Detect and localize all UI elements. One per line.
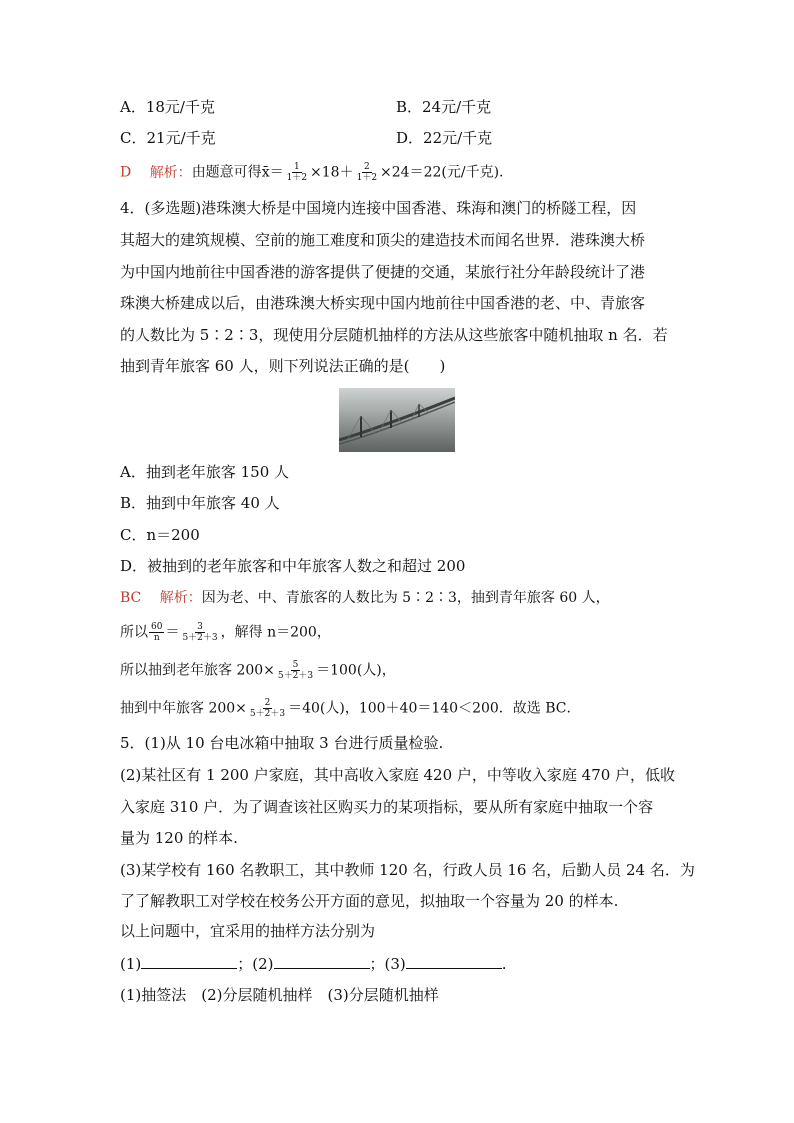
q5-text-line: 了了解教职工对学校在校务公开方面的意见，拟抽取一个容量为 20 的样本. — [120, 892, 619, 910]
answer-blank-3[interactable] — [406, 954, 502, 969]
q4-answer: BC — [120, 590, 142, 606]
solution-text: 由题意可得 — [191, 164, 262, 181]
fraction: $\frac{2}{1+2}$ — [356, 162, 378, 183]
solution-text: 所以抽到老年旅客 200× — [120, 662, 275, 679]
q4-text-line: 其超大的建筑规模、空前的施工难度和顶尖的建造技术而闻名世界．港珠澳大桥 — [120, 231, 646, 249]
option-d: D．22元/千克 — [396, 129, 493, 147]
blank-label: ；(3) — [369, 955, 406, 973]
option-b: B．抽到中年旅客 40 人 — [120, 494, 280, 512]
solution-text: ，解得 n＝200， — [220, 624, 331, 641]
q5-blanks — [120, 954, 507, 974]
q4-text-line: 的人数比为 5∶2∶3，现使用分层随机抽样的方法从这些旅客中随机抽取 n 名．若 — [120, 326, 668, 344]
q5-text-line: (3)某学校有 160 名教职工，其中教师 120 名，行政人员 16 名，后勤人员 24 名．为 — [120, 861, 695, 879]
fraction: $\frac{3}{5+2+3}$ — [182, 622, 218, 643]
option-a: A．18元/千克 — [120, 98, 215, 116]
q4-text-line: 珠澳大桥建成以后，由港珠澳大桥实现中国内地前往中国香港的老、中、青旅客 — [120, 294, 646, 312]
q5-answer: (1)抽签法 (2)分层随机抽样 (3)分层随机抽样 — [120, 986, 439, 1004]
q4-solution-line — [120, 698, 581, 719]
option-c: C．n＝200 — [120, 526, 200, 544]
q4-solution-line — [120, 588, 610, 608]
answer-blank-1[interactable] — [141, 954, 237, 969]
fraction: $\frac{5}{5+2+3}$ — [277, 660, 314, 681]
q3-solution — [120, 162, 504, 183]
q4-text-line: 4．(多选题)港珠澳大桥是中国境内连接中国香港、珠海和澳门的桥隧工程，因 — [120, 199, 637, 217]
equals: ＝ — [165, 624, 180, 641]
x-bar: x̄ — [261, 164, 270, 181]
q4-text-line: 抽到青年旅客 60 人，则下列说法正确的是( ) — [120, 357, 446, 375]
q5-text-line: (2)某社区有 1 200 户家庭，其中高收入家庭 420 户，中等收入家庭 470 户，低收 — [120, 766, 676, 784]
solution-text: 所以 — [120, 624, 148, 641]
solution-text: ＝40(人)，100＋40＝140＜200．故选 BC． — [288, 700, 581, 717]
q5-text-line: 入家庭 310 户．为了调查该社区购买力的某项指标，要从所有家庭中抽取一个容 — [120, 798, 654, 816]
fraction: $\frac{60}{n}$ — [151, 622, 163, 643]
solution-label: 解析： — [149, 164, 192, 181]
solution-label: 解析： — [159, 590, 202, 606]
bridge-photo — [339, 388, 455, 452]
q5-text-line: 5．(1)从 10 台电冰箱中抽取 3 台进行质量检验. — [120, 734, 444, 752]
answer-blank-2[interactable] — [274, 954, 370, 969]
solution-text: 抽到中年旅客 200× — [120, 700, 247, 717]
solution-text: ×18＋ — [310, 164, 354, 181]
option-d: D．被抽到的老年旅客和中年旅客人数之和超过 200 — [120, 557, 466, 575]
solution-text: 因为老、中、青旅客的人数比为 5∶2∶3，抽到青年旅客 60 人， — [201, 590, 610, 606]
fraction: $\frac{1}{1+2}$ — [286, 162, 308, 183]
q4-text-line: 为中国内地前往中国香港的游客提供了便捷的交通，某旅行社分年龄段统计了港 — [120, 263, 646, 281]
option-a: A．抽到老年旅客 150 人 — [120, 463, 289, 481]
blank-label: ；(2) — [237, 955, 274, 973]
q5-text-line: 以上问题中，宜采用的抽样方法分别为 — [120, 922, 376, 940]
q4-solution-line — [120, 660, 396, 681]
blank-label: (1) — [120, 955, 142, 973]
q4-solution-line — [120, 622, 331, 643]
period: . — [501, 955, 507, 973]
equals: ＝ — [269, 164, 284, 181]
fraction: $\frac{2}{5+2+3}$ — [249, 698, 286, 719]
q3-answer: D — [120, 164, 132, 181]
option-b: B．24元/千克 — [396, 98, 492, 116]
q5-text-line: 量为 120 的样本. — [120, 829, 238, 847]
solution-text: ＝100(人)， — [316, 662, 396, 679]
option-c: C．21元/千克 — [120, 129, 216, 147]
solution-text: ×24＝22(元/千克). — [380, 164, 504, 181]
bridge-icon — [339, 388, 455, 452]
